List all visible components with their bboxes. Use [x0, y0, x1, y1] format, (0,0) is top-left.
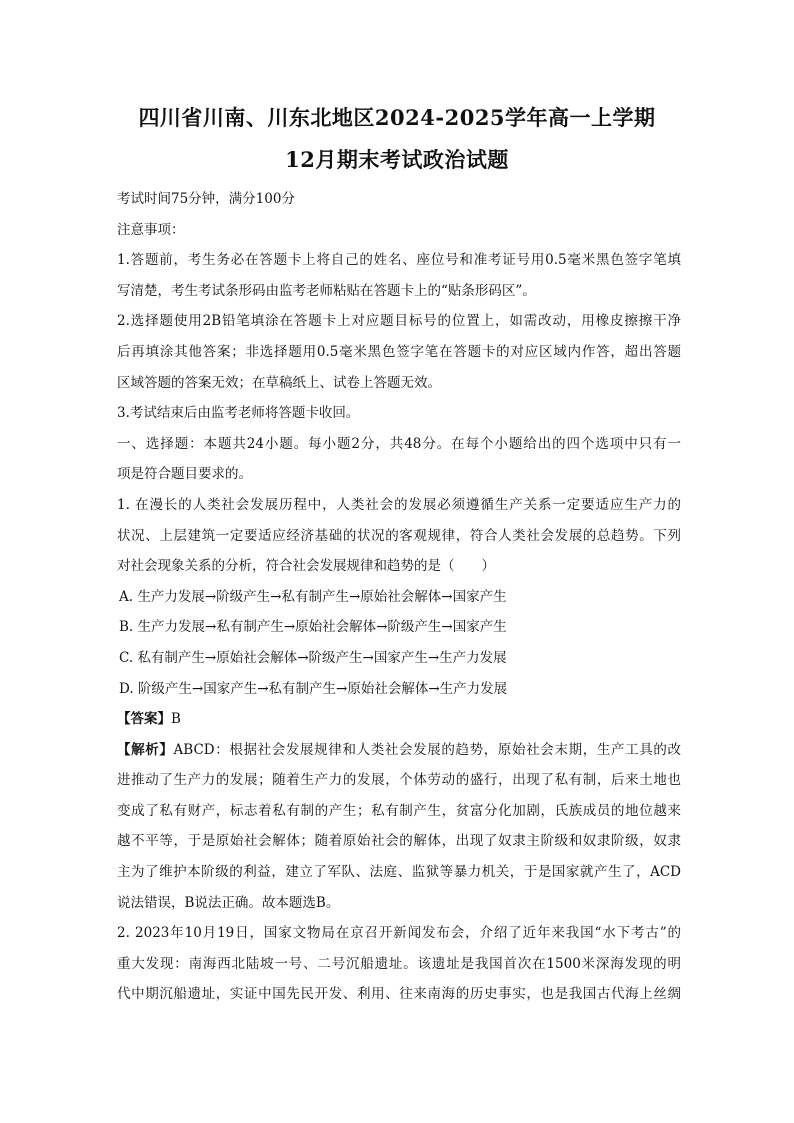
question-1-line-1: 1. 在漫长的人类社会发展历程中，人类社会的发展必须遵循生产关系一定要适应生产力的 — [117, 496, 681, 513]
analysis-line-3: 变成了私有财产，标志着私有制的产生；私有制产生，贫富分化加剧，氏族成员的地位越来 — [117, 802, 681, 819]
exam-info: 考试时间75分钟，满分100分 — [117, 191, 295, 207]
section-heading-line-2: 项是符合题目要求的。 — [117, 466, 252, 483]
notice-item-2-line-3: 区域答题的答案无效；在草稿纸上、试卷上答题无效。 — [117, 374, 441, 391]
question-2-line-3: 代中期沉船遗址，实证中国先民开发、利用、往来南海的历史事实，也是我国古代海上丝绸 — [117, 986, 681, 1003]
answer-label: 【答案】 — [117, 711, 171, 728]
notice-item-1-line-2: 写清楚，考生考试条形码由监考老师粘贴在答题卡上的“贴条形码区”。 — [117, 282, 536, 299]
document-body — [117, 184, 681, 1010]
question-1-answer — [117, 704, 681, 735]
analysis-line-2: 进推动了生产力的发展；随着生产力的发展，个体劳动的盛行，出现了私有制，后来土地也 — [117, 772, 681, 789]
question-1-option-a: A. 生产力发展→阶级产生→私有制产生→原始社会解体→国家产生 — [119, 588, 507, 605]
notice-heading: 注意事项： — [117, 221, 185, 238]
question-1-option-d: D. 阶级产生→国家产生→私有制产生→原始社会解体→生产力发展 — [119, 680, 508, 697]
question-2-line-2: 重大发现：南海西北陆坡一号、二号沉船遗址。该遗址是我国首次在1500米深海发现的明 — [117, 955, 681, 972]
answer-value: B — [171, 711, 181, 728]
analysis-label: 【解析】 — [117, 741, 174, 758]
question-1-option-b: B. 生产力发展→私有制产生→原始社会解体→阶级产生→国家产生 — [119, 619, 507, 636]
question-1-line-2: 状况、上层建筑一定要适应经济基础的状况的客观规律，符合人类社会发展的总趋势。下列 — [117, 527, 681, 544]
document-title-line1: 四川省川南、川东北地区2024-2025学年高一上学期 — [138, 105, 656, 130]
analysis-text-1: ABCD：根据社会发展规律和人类社会发展的趋势，原始社会末期，生产工具的改 — [173, 741, 681, 758]
section-heading-line-1: 一、选择题：本题共24小题。每小题2分，共48分。在每个小题给出的四个选项中只有一 — [117, 435, 681, 452]
document-title-line2: 12月期末考试政治试题 — [285, 147, 509, 172]
question-1-option-c: C. 私有制产生→原始社会解体→阶级产生→国家产生→生产力发展 — [119, 649, 507, 666]
question-2-line-1: 2. 2023年10月19日，国家文物局在京召开新闻发布会，介绍了近年来我国“水下考古”的 — [117, 925, 681, 942]
notice-item-3: 3.考试结束后由监考老师将答题卡收回。 — [117, 405, 360, 422]
analysis-line-4: 越不平等，于是原始社会解体；随着原始社会的解体，出现了奴隶主阶级和奴隶阶级，奴隶 — [117, 833, 681, 850]
analysis-line-1 — [117, 735, 681, 766]
notice-item-1-line-1: 1.答题前，考生务必在答题卡上将自己的姓名、座位号和准考证号用0.5毫米黑色签字笔填 — [117, 252, 681, 269]
analysis-line-5: 主为了维护本阶级的利益，建立了军队、法庭、监狱等暴力机关，于是国家就产生了，ACD — [117, 864, 681, 881]
notice-item-2-line-1: 2.选择题使用2B铅笔填涂在答题卡上对应题目标号的位置上，如需改动，用橡皮擦擦干净 — [117, 313, 681, 330]
question-1-line-3: 对社会现象关系的分析，符合社会发展规律和趋势的是（ ） — [117, 558, 495, 575]
analysis-line-6: 说法错误，B说法正确。故本题选B。 — [117, 894, 340, 911]
notice-item-2-line-2: 后再填涂其他答案；非选择题用0.5毫米黑色签字笔在答题卡的对应区域内作答，超出答题 — [117, 343, 681, 360]
